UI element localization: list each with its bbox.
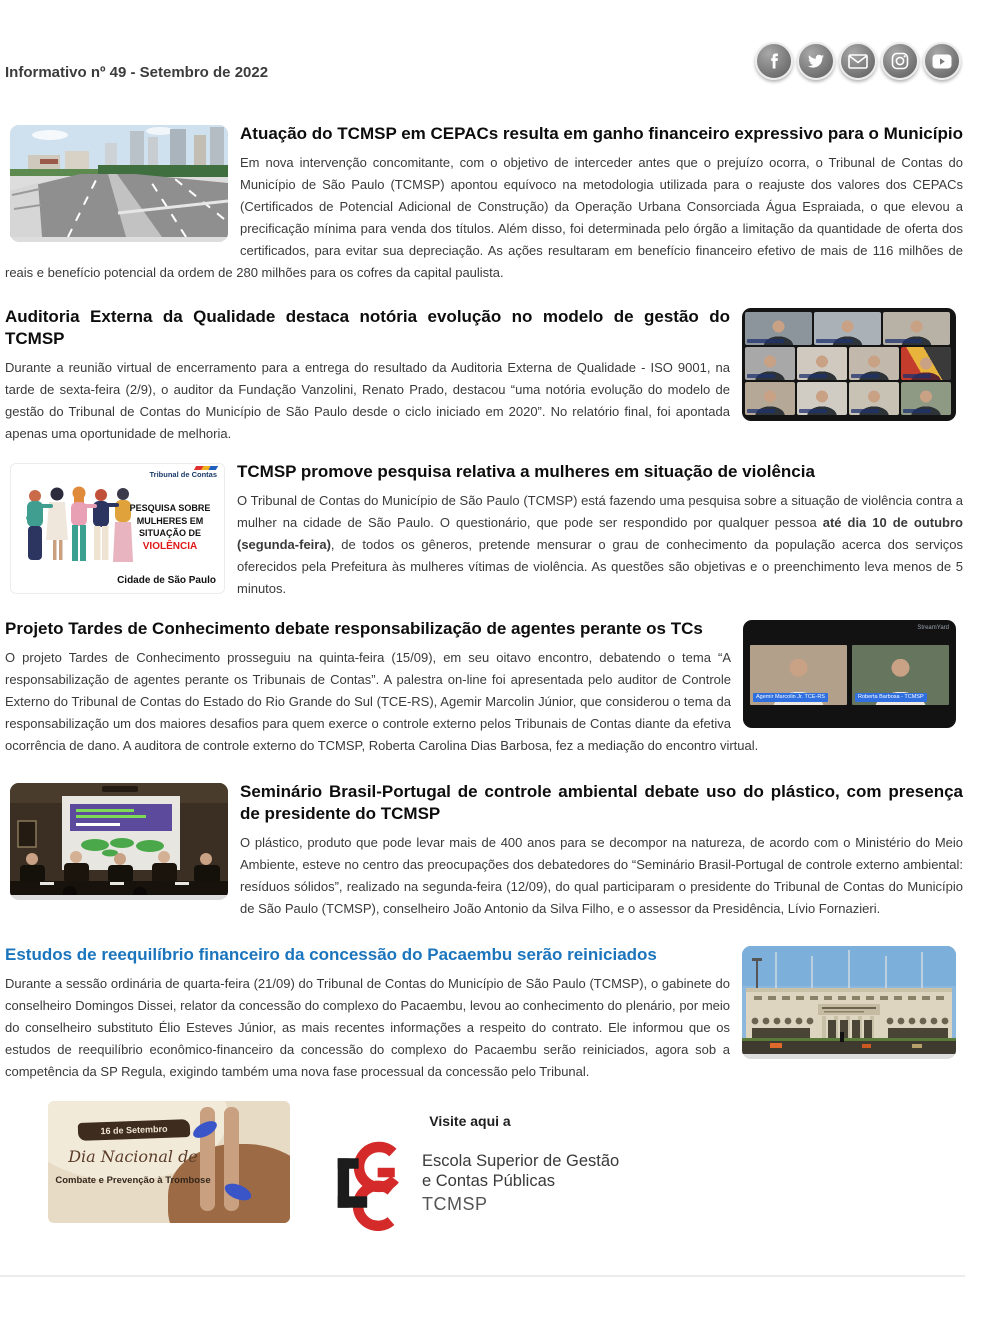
- article-pesquisa-mulheres: [0, 461, 981, 600]
- videocall-participant-tile: [849, 382, 899, 415]
- deadline-bold: até dia 10 de outubro (segunda-feira): [237, 515, 963, 552]
- streamyard-brand-text: StreamYard: [917, 625, 949, 631]
- article-body: Em nova intervenção concomitante, com o objetivo de interceder antes que o prejuízo ocorra, o Tribunal de Contas do Município de São Paulo (TCMSP) apontou equívoco na metodologia utilizada para o reajuste dos valores dos CEPACs (Certificados de Potencial Adicional de Construção) da Operação Urbana Consorciada Água Espraiada, o que elevou a precificação mínima para venda dos títulos. Além disso, foi determinada pelo órgão a limitação da quantidade de oferta dos certificados, para evitar sua depreciação. As ações resultaram em benefício financeiro efetivo de mais de 116 milhões de reais e benefício potencial da ordem de 280 milhões para os cofres da capital paulista.: [5, 155, 963, 280]
- article-body: O plástico, produto que pode levar mais de 400 anos para se decompor na natureza, de acordo com o Ministério do Meio Ambiente, esteve no centro das preocupações dos debatedores do “Seminário Brasil-Portugal de controle externo ambiental: resíduos sólidos”, realizado na segunda-feira (12/09), do qual participaram o presidente do Tribunal de Contas do Município de São Paulo (TCMSP), conselheiro João Antonio da Silva Filho, e o assessor da Presidência, Lívio Fornazieri.: [240, 835, 963, 916]
- survey-banner-text: PESQUISA SOBRE MULHERES EM SITUAÇÃO DE VIOLÊNCIA: [122, 502, 218, 554]
- videocall-participant-tile: [745, 312, 812, 345]
- tribunal-logo-text: Tribunal de Contas: [149, 470, 217, 479]
- article-body: O projeto Tardes de Conhecimento prosseguiu na quinta-feira (15/09), em seu oitavo encontro, debatendo o tema “A responsabilização de agentes perante os Tribunais de Contas”. A palestra on-line foi apresentada pelo auditor de Controle Externo do Tribunal de Contas do Estado do Rio Grande do Sul (TCE-RS), Agemir Marcolin Júnior, que considerou o tema da responsabilização um dos maiores desafios para quem exerce o controle externo pelos Tribunais de Contas diante da efetiva ocorrência de dano. A auditora de controle externo do TCMSP, Roberta Carolina Dias Barbosa, fez a mediação do encontro virtual.: [5, 650, 759, 753]
- videocall-participant-tile: [797, 347, 847, 380]
- videocall-participant-tile: [797, 382, 847, 415]
- cepacs-highway-photo[interactable]: [10, 125, 228, 242]
- article-body: Durante a sessão ordinária de quarta-feira (21/09) do Tribunal de Contas do Município de São Paulo (TCMSP), o gabinete do conselheiro Domingos Dissei, relator da concessão do complexo do Pacaembu, levou ao conhecimento do plenário, por meio do conselheiro substituto Élio Esteves Júnior, as mais recentes informações a respeito do contrato. Ele informou que os estudos de reequilíbrio econômico-financeiro da concessão do complexo do Pacaembu serão reiniciados, agora sob a competência da SP Regula, exigindo também uma nova fase processual da concessão pelo Tribunal.: [5, 976, 730, 1079]
- webinar-moderator-tile: [852, 645, 949, 705]
- videocall-participant-tile: [901, 382, 951, 415]
- article-body: Durante a reunião virtual de encerramento para a entrega do resultado da Auditoria Externa de Qualidade - ISO 9001, na tarde de sexta-feira (2/9), o auditor da Fundação Vanzolini, Renato Prado, destacou “uma notória evolução do modelo de gestão do Tribunal de Contas do Município de São Paulo desde o ciclo iniciado em 2020”. No relatório final, foi apontada apenas uma oportunidade de melhoria.: [5, 360, 730, 441]
- footer: [0, 1101, 981, 1239]
- article-body: O Tribunal de Contas do Município de São Paulo (TCMSP) está fazendo uma pesquisa sobre a situação de violência contra a mulher na cidade de São Paulo. O questionário, que pode ser respondido por qualquer pessoa até dia 10 de outubro (segunda-feira), de todos os gêneros, pretende mensurar o grau de conhecimento da população acerca dos serviços oferecidos pela Prefeitura às mulheres vítimas de violência. As questões são objetivas e o preenchimento leva menos de 5 minutos.: [237, 493, 963, 596]
- newsletter-title: Informativo nº 49 - Setembro de 2022: [5, 64, 269, 81]
- article-title[interactable]: Projeto Tardes de Conhecimento debate responsabilização de agentes perante os TCs: [5, 619, 703, 638]
- videocall-participant-tile: [745, 382, 795, 415]
- article-title[interactable]: Auditoria Externa da Qualidade destaca notória evolução no modelo de gestão do TCMSP: [5, 307, 730, 348]
- violencia-highlight: VIOLÊNCIA: [142, 540, 198, 552]
- esgc-logo-mark: [332, 1135, 410, 1231]
- women-figures-illustration: [15, 480, 135, 590]
- article-seminario: [0, 781, 981, 920]
- email-icon[interactable]: [839, 42, 877, 80]
- banner-bold-text: Combate e Prevenção à Trombose: [55, 1175, 211, 1186]
- twitter-icon[interactable]: [797, 42, 835, 80]
- videocall-participant-tile: [849, 347, 899, 380]
- pacaembu-stadium-photo[interactable]: [742, 946, 956, 1059]
- webinar-speaker-tile: [750, 645, 847, 705]
- videocall-participant-tile: [901, 347, 951, 380]
- banner-date: 16 de Setembro: [78, 1119, 191, 1141]
- header: [0, 0, 981, 95]
- banner-script-text: Dia Nacional de: [68, 1147, 198, 1166]
- videocall-participant-tile: [745, 347, 795, 380]
- seminar-room-photo[interactable]: [10, 783, 228, 900]
- videocall-participant-tile: [814, 312, 881, 345]
- tardes-webinar-photo[interactable]: [743, 620, 956, 728]
- article-tardes-conhecimento: [0, 618, 981, 757]
- videocall-participant-tile: [883, 312, 950, 345]
- instagram-icon[interactable]: [881, 42, 919, 80]
- article-auditoria: [0, 306, 981, 445]
- survey-city-text: Cidade de São Paulo: [117, 575, 216, 586]
- social-icons: [755, 42, 961, 80]
- women-survey-illustration[interactable]: [10, 463, 225, 594]
- article-title[interactable]: Estudos de reequilíbrio financeiro da concessão do Pacaembu serão reiniciados: [5, 945, 657, 964]
- article-pacaembu: [0, 944, 981, 1083]
- esgc-logo-text: Escola Superior de Gestão e Contas Públicas TCMSP: [422, 1151, 620, 1214]
- bottom-divider: [0, 1275, 965, 1277]
- speaker-name-label: Agemir Marcolin Jr. TCE-RS: [753, 693, 828, 703]
- moderator-name-label: Roberta Barbosa - TCMSP: [855, 693, 927, 703]
- youtube-icon[interactable]: [923, 42, 961, 80]
- visit-label: Visite aqui a: [429, 1113, 511, 1129]
- thrombosis-day-banner[interactable]: [48, 1101, 290, 1223]
- article-title[interactable]: TCMSP promove pesquisa relativa a mulheres em situação de violência: [237, 462, 815, 481]
- article-cepacs: [0, 123, 981, 284]
- quality-audit-videocall-photo[interactable]: [742, 308, 956, 421]
- article-title[interactable]: Seminário Brasil-Portugal de controle ambiental debate uso do plástico, com presença de presidente do TCMSP: [240, 782, 963, 823]
- facebook-icon[interactable]: [755, 42, 793, 80]
- esgc-logo-link[interactable]: [332, 1135, 619, 1231]
- article-title[interactable]: Atuação do TCMSP em CEPACs resulta em ganho financeiro expressivo para o Município: [240, 124, 963, 143]
